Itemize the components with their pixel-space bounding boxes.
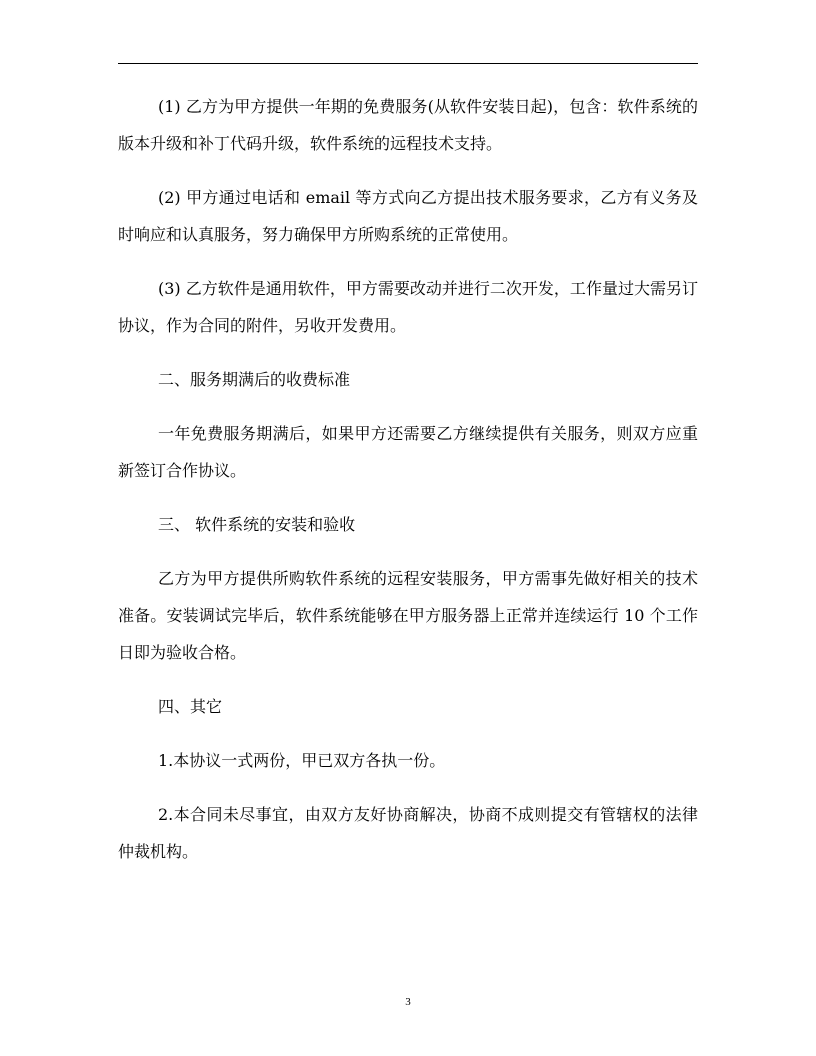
section-4-item-2: 2.本合同未尽事宜，由双方友好协商解决，协商不成则提交有管辖权的法律仲裁机构。 xyxy=(118,805,698,861)
page-number: 3 xyxy=(405,996,411,1008)
section-2-heading: 二、服务期满后的收费标准 xyxy=(158,370,351,389)
clause-1-paragraph: (1) 乙方为甲方提供一年期的免费服务(从软件安装日起)，包含：软件系统的版本升级和补丁代码升级，软件系统的远程技术支持。 xyxy=(118,97,698,153)
document-body xyxy=(118,88,698,870)
clause-3-paragraph: (3) 乙方软件是通用软件，甲方需要改动并进行二次开发，工作量过大需另订协议，作为合同的附件，另收开发费用。 xyxy=(118,279,698,335)
section-4-item-1: 1.本协议一式两份，甲已双方各执一份。 xyxy=(158,751,446,770)
section-3-paragraph: 乙方为甲方提供所购软件系统的远程安装服务，甲方需事先做好相关的技术准备。安装调试完毕后，软件系统能够在甲方服务器上正常并连续运行 10 个工作日即为验收合格。 xyxy=(118,569,698,662)
clause-2-paragraph: (2) 甲方通过电话和 email 等方式向乙方提出技术服务要求，乙方有义务及时响应和认真服务，努力确保甲方所购系统的正常使用。 xyxy=(118,188,698,244)
section-2-paragraph: 一年免费服务期满后，如果甲方还需要乙方继续提供有关服务，则双方应重新签订合作协议。 xyxy=(118,424,698,480)
header-rule xyxy=(118,63,698,64)
section-4-heading: 四、其它 xyxy=(158,697,223,716)
section-3-heading: 三、 软件系统的安装和验收 xyxy=(158,515,356,534)
